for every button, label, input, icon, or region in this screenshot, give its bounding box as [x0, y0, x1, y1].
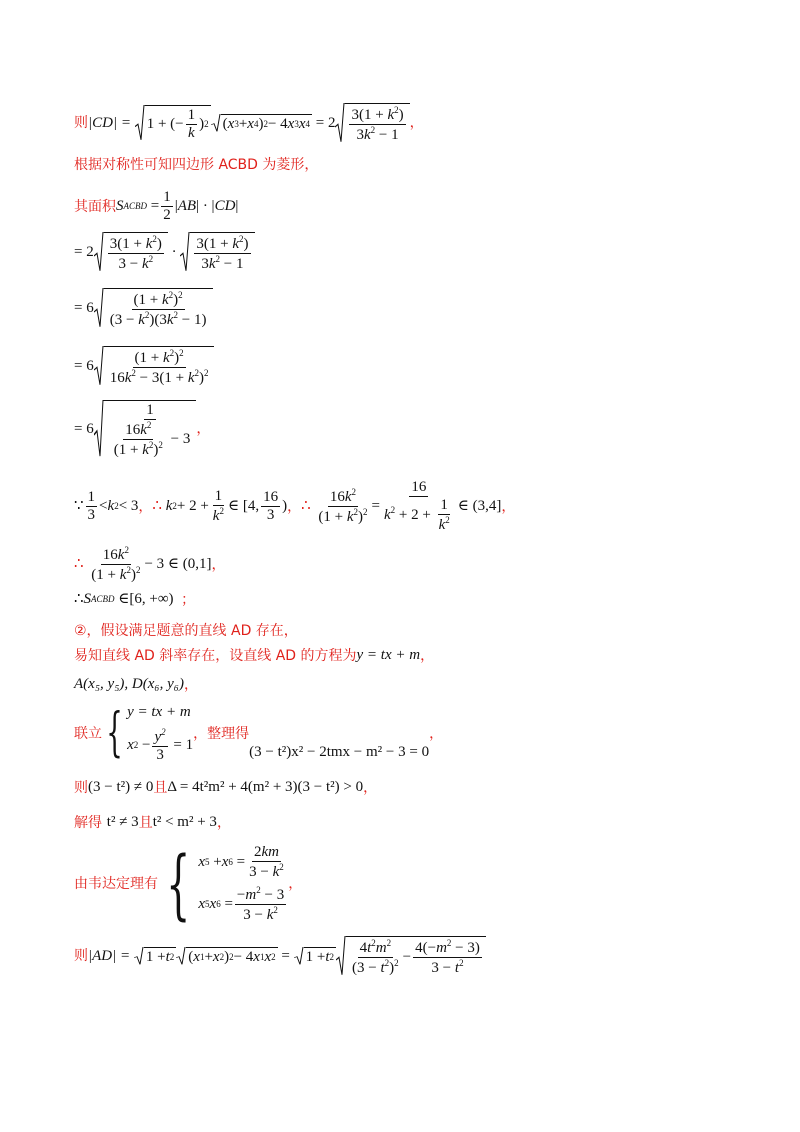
vieta-brace: { — [166, 838, 191, 928]
cond-end: ， — [363, 779, 378, 796]
combine-end: ， — [429, 726, 444, 742]
solve-1: t² ≠ 3 — [106, 814, 139, 830]
range-sep-2: ， — [287, 498, 302, 515]
cd-suffix: ， — [409, 115, 424, 131]
condition-line — [74, 780, 377, 795]
area-subscript: ACBD — [123, 201, 147, 211]
cd-prefix: 则 — [74, 115, 88, 131]
line-ad-equation — [74, 648, 434, 663]
area-formula: S ACBD = $\frac{1}{2}$ | AB | · | CD | — [116, 189, 239, 223]
equation-2: x 2 − $\frac{y^2}{3}$ = 1 — [127, 727, 194, 763]
solve-and: 且 — [138, 814, 153, 831]
points-line — [74, 677, 198, 692]
combine-mid: ，整理得 — [193, 726, 250, 742]
cond-prefix: 则 — [74, 779, 88, 796]
cd-length-line — [74, 103, 424, 143]
area-step-3: = 6 $\frac{(1 + k^2)^2}{16k^2 - 3(1 + k^2)^2}$ — [74, 346, 214, 386]
ad-formula: |AD| = 1 + t 2 ( x 1 + x 2 ) 2 − 4 x 1 x 2 = 1 + t 2 $\frac{4t^2m^2}{(3 - t^2)^2}$ − $\frac{4(-m^2 - 3)}{3 - t^2}$ — [88, 936, 486, 976]
area-line — [74, 190, 238, 223]
range-end: ， — [501, 498, 516, 515]
equation-1: y = tx + m — [127, 704, 191, 720]
left-brace: { — [106, 703, 123, 764]
quadratic: (3 − t²)x² − 2tmx − m² − 3 = 0 — [249, 743, 430, 760]
cd-lhs: |CD| = — [88, 114, 131, 131]
ad-prefix: 则 — [74, 948, 88, 964]
area-step-1: = 2 $\frac{3(1 + k^2)}{3 - k^2}$ · $\frac{3(1 + k^2)}{3k^2 - 1}$ — [74, 232, 255, 272]
rhombus-line: 根据对称性可知四边形 ACBD 为菱形， — [74, 157, 319, 173]
vieta-line — [74, 838, 303, 928]
area-step-4: = 6 1 $\frac{16k^2}{(1 + k^2)^2}$ − 3 ， — [74, 402, 211, 458]
cond-2: Δ = 4t²m² + 4(m² + 3)(3 − t²) > 0 — [167, 779, 364, 795]
combine-label: 联立 — [74, 726, 102, 742]
ad-length-line — [74, 936, 486, 976]
s-range-line: ∴ S ACBD ∈ [6, +∞) ； — [74, 591, 196, 608]
case-2-title: ②，假设满足题意的直线 AD 存在， — [74, 623, 298, 639]
s-interval: [6, +∞) — [129, 591, 174, 607]
line-eq: y = tx + m — [356, 647, 421, 663]
s-range-end: ； — [181, 591, 196, 608]
cd-formula: |CD| = 1 + (− $\frac{1}{k}$ ) 2 ( x 3 + x 4 ) 2 − 4 x 3 x 4 = 2 $\frac{3(1 + k^2)}{3k^2 - 1}$ — [88, 103, 410, 143]
solve-line — [74, 815, 231, 830]
ad-lhs: |AD| = — [88, 947, 131, 964]
area-step-2: = 6 $\frac{(1 + k^2)^2}{(3 - k^2)(3k^2 - 1)}$ — [74, 288, 213, 328]
cond-1: (3 − t²) ≠ 0 — [88, 779, 154, 795]
vieta-system: x 5 + x 6 = $\frac{2km}{3 - k^2}$ x 5 x 6 = $\frac{-m^2 - 3}{3 - k^2}$ — [198, 844, 285, 923]
equation-2-end: = 1 — [173, 737, 194, 753]
area-suffix: ， — [196, 421, 211, 437]
slope-note: 易知直线 AD 斜率存在，设直线 AD 的方程为 — [74, 647, 357, 664]
solve-prefix: 解得 — [74, 814, 102, 831]
slope-note-end: ， — [420, 647, 435, 664]
cond-and: 且 — [153, 779, 168, 796]
solve-end: ， — [216, 814, 231, 831]
area-prefix: 其面积 — [74, 198, 116, 215]
equation-system — [127, 705, 193, 763]
vieta-end: ， — [288, 876, 303, 892]
range-sep-1: ， — [138, 498, 153, 515]
area-symbol: S — [116, 198, 124, 214]
combine-line — [74, 705, 443, 763]
vieta-label: 由韦达定理有 — [74, 876, 158, 892]
points: A(x₅, y₅), D(x₆, y₆) — [74, 676, 184, 692]
solve-2: t² < m² + 3 — [152, 814, 217, 830]
range-line: ∵ $\frac{1}{3}$ < k 2 < 3 ， ∴ k 2 + 2 + $\frac{1}{k^2}$ ∈ [4, $\frac{16}{3}$ ) ， ∴ $\frac{16k^2}{(1 + k^2)^2}$ = 16 $k^2 + 2$ + $\frac{1}{k^2}$ ∈ (3,4] ， — [74, 479, 516, 533]
points-end: ， — [183, 676, 198, 693]
therefore-end: ， — [211, 556, 226, 573]
therefore-line: ∴ $\frac{16k^2}{(1 + k^2)^2}$ − 3 ∈ (0,1] ， — [74, 545, 226, 583]
